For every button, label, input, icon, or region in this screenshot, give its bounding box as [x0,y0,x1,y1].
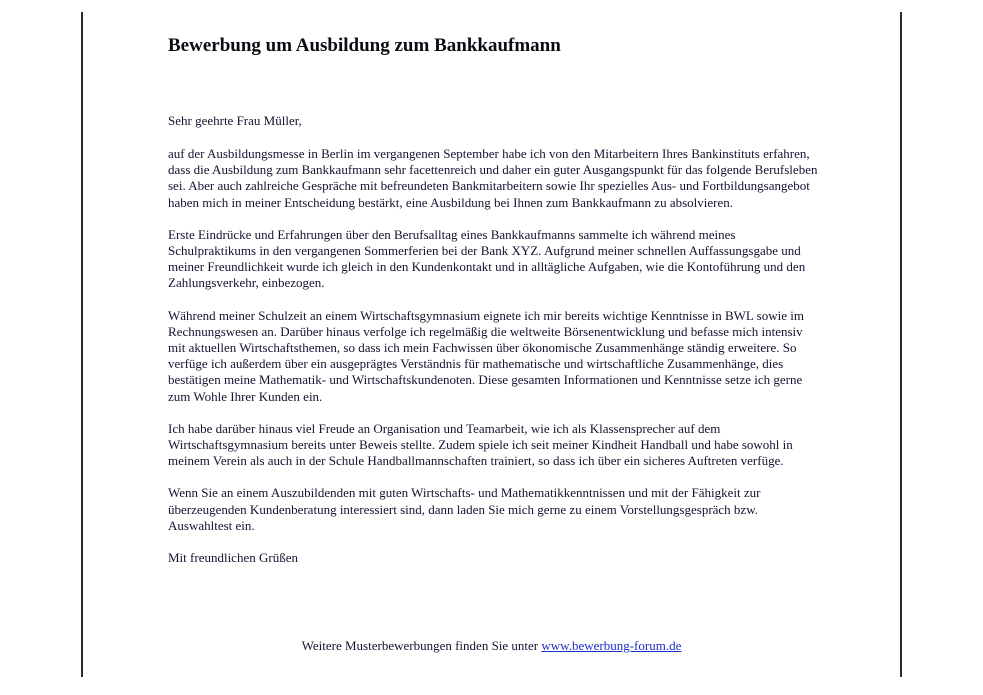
left-margin-rule [81,12,83,677]
footer-link[interactable]: www.bewerbung-forum.de [541,638,682,653]
paragraph-5: Wenn Sie an einem Auszubildenden mit guten Wirtschafts- und Mathematikkenntnissen und mit der Fähigkeit zur überzeugenden Kundenberatung interessiert sind, dann laden Sie mich gerne zu einem Vorstellungsgespräch bzw. Auswahltest ein. [168,485,761,533]
letter-page [168,34,818,566]
paragraph-3: Während meiner Schulzeit an einem Wirtschaftsgymnasium eignete ich mir bereits wichtige Kenntnisse in BWL sowie im Rechnungswesen an. Darüber hinaus verfolge ich regelmäßig die weltweite Börsenentwicklung und befasse mich intensiv mit aktuellen Wirtschaftsthemen, so dass ich mein Fachwissen über ökonomische Zusammenhänge ständig erweitere. So verfüge ich außerdem über ein ausgeprägtes Verständnis für mathematische und wirtschaftliche Zusammenhänge, dies bestätigen meine Mathematik- und Wirtschaftskundenoten. Diese gesamten Informationen und Kenntnisse setze ich gerne zum Wohle Ihrer Kunden ein. [168,307,804,404]
closing: Mit freundlichen Grüßen [168,550,298,566]
footer-text: Weitere Musterbewerbungen finden Sie unter [301,638,542,653]
paragraph-4: Ich habe darüber hinaus viel Freude an Organisation und Teamarbeit, wie ich als Klassensprecher auf dem Wirtschaftsgymnasium bereits unter Beweis stellte. Zudem spiele ich seit meiner Kindheit Handball und habe sowohl in meinem Verein als auch in der Schule Handballmannschaften trainiert, so dass ich über ein sicheres Auftreten verfüge. [168,420,793,469]
right-margin-rule [900,12,902,677]
letter-body [168,146,818,566]
footer [0,638,983,654]
paragraph-2: Erste Eindrücke und Erfahrungen über den Berufsalltag eines Bankkaufmanns sammelte ich während meines Schulpraktikums in den vergangenen Sommerferien bei der Bank XYZ. Aufgrund meiner schnellen Auffassungsgabe und meiner Freundlichkeit wurde ich gleich in den Kundenkontakt und in alltägliche Aufgaben, wie die Kontoführung und den Zahlungsverkehr, einbezogen. [168,226,806,291]
paragraph-1: auf der Ausbildungsmesse in Berlin im vergangenen September habe ich von den Mitarbeitern Ihres Bankinstituts erfahren, dass die Ausbildung zum Bankkaufmann sehr facettenreich und daher ein guter Ausgangspunkt für das folgende Berufsleben sei. Aber auch zahlreiche Gespräche mit befreundeten Bankmitarbeitern sowie Ihr spezielles Aus- und Fortbildungsangebot haben mich in meiner Entscheidung bestärkt, eine Ausbildung bei Ihnen zum Bankkaufmann zu absolvieren. [168,146,818,210]
salutation: Sehr geehrte Frau Müller, [168,113,302,128]
letter-title: Bewerbung um Ausbildung zum Bankkaufmann [168,35,561,56]
